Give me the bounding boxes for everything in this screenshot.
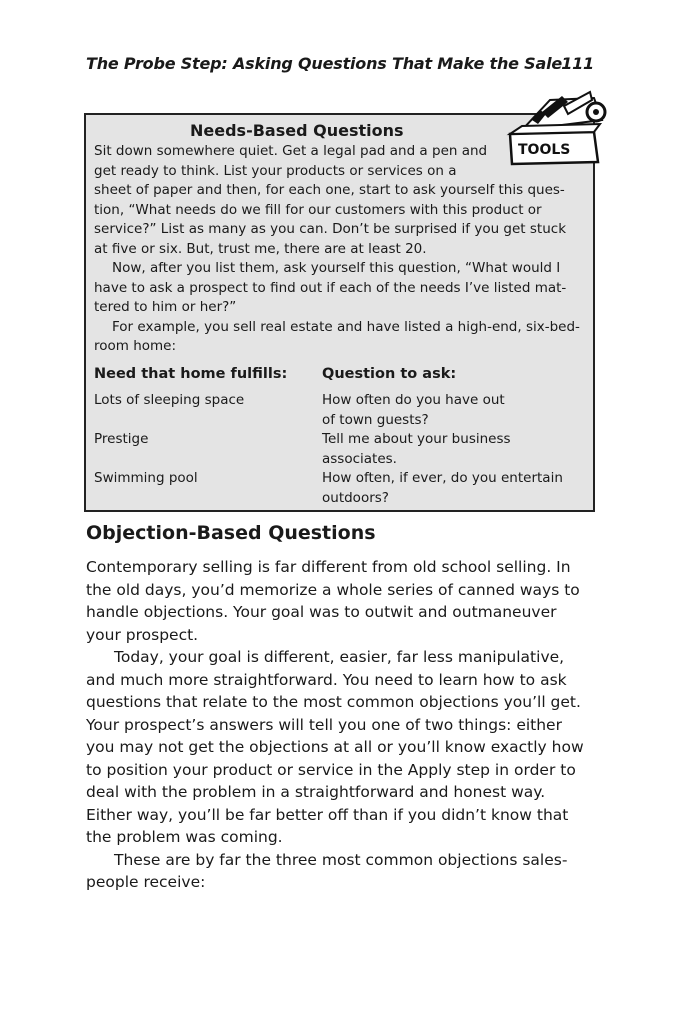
col-header-question: Question to ask: (322, 366, 457, 382)
question-line: associates. (322, 450, 397, 467)
toolbox-label: TOOLS (518, 142, 571, 158)
question-cell (322, 469, 563, 508)
text-line: people receive: (86, 873, 206, 891)
text-line: to position your product or service in the Apply step in order to (86, 760, 576, 779)
table-row (94, 430, 588, 469)
section-heading: Objection-Based Questions (86, 522, 376, 544)
sidebar-paragraph-3 (94, 318, 588, 357)
section-body (86, 556, 598, 894)
text-line: tion, “What needs do we fill for our customers with this product or (94, 201, 542, 218)
text-line: room home: (94, 338, 177, 354)
question-line: outdoors? (322, 489, 389, 506)
page-number: 111 (561, 54, 594, 73)
question-line: of town guests? (322, 411, 429, 428)
text-line: questions that relate to the most common objections you’ll get. (86, 693, 581, 711)
text-line: Today, your goal is different, easier, far less manipulative, (114, 648, 565, 666)
text-line: These are by far the three most common objections sales- (114, 850, 568, 869)
question-line: Tell me about your business (322, 431, 511, 447)
sidebar-paragraph-2 (94, 259, 588, 318)
table-row (94, 469, 588, 508)
needs-based-sidebar (84, 113, 595, 512)
need-cell: Swimming pool (94, 470, 198, 486)
text-line: handle objections. Your goal was to outwit and outmaneuver (86, 603, 557, 621)
text-line: your prospect. (86, 625, 199, 644)
text-line: you may not get the objections at all or you’ll know exactly how (86, 738, 584, 756)
text-line: Your prospect’s answers will tell you one of two things: either (86, 715, 562, 734)
text-line: Sit down somewhere quiet. Get a legal pad and a pen and (94, 143, 488, 159)
text-line: at five or six. But, trust me, there are at least 20. (94, 240, 427, 257)
text-line: have to ask a prospect to find out if each of the needs I’ve listed mat- (94, 279, 567, 296)
sidebar-heading: Needs-Based Questions (190, 121, 404, 140)
text-line: service?” List as many as you can. Don’t be surprised if you get stuck (94, 221, 567, 237)
text-line: For example, you sell real estate and have listed a high-end, six-bed- (112, 318, 580, 335)
text-line: the problem was coming. (86, 828, 283, 846)
question-line: How often, if ever, do you entertain (322, 470, 563, 486)
text-line: Contemporary selling is far different from old school selling. In (86, 558, 571, 576)
question-cell (322, 391, 505, 430)
text-line: the old days, you’d memorize a whole series of canned ways to (86, 580, 580, 599)
table-header-row (94, 365, 588, 391)
needs-question-table (94, 365, 588, 508)
table-row (94, 391, 588, 430)
text-line: and much more straightforward. You need to learn how to ask (86, 670, 567, 689)
toolbox-icon (502, 90, 614, 166)
question-cell (322, 430, 511, 469)
text-line: get ready to think. List your products or services on a (94, 162, 457, 179)
question-line: How often do you have out (322, 392, 505, 408)
text-line: tered to him or her?” (94, 299, 237, 315)
text-line: deal with the problem in a straightforward and honest way. (86, 783, 546, 801)
running-head-title: The Probe Step: Asking Questions That Make the Sale (86, 54, 563, 73)
running-head (86, 54, 596, 76)
text-line: Either way, you’ll be far better off than if you didn’t know that (86, 805, 569, 824)
text-line: sheet of paper and then, for each one, start to ask yourself this ques- (94, 182, 565, 198)
need-cell: Lots of sleeping space (94, 392, 245, 408)
need-cell: Prestige (94, 431, 149, 447)
text-line: Now, after you list them, ask yourself this question, “What would I (112, 260, 561, 276)
col-header-need: Need that home fulfills: (94, 366, 288, 382)
